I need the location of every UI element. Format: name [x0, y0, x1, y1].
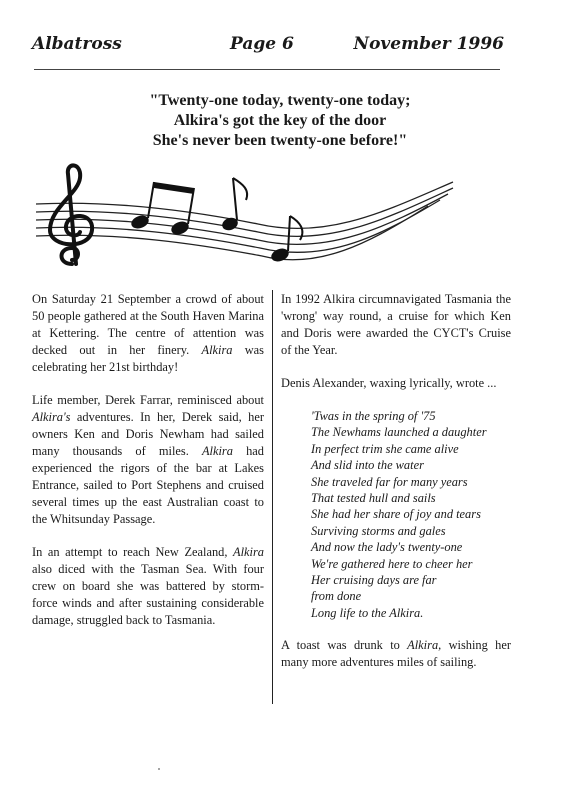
text-run: Life member, Derek Farrar, reminisced about	[32, 393, 264, 407]
text-run: had experienced the rigors of the bar at Lakes Entrance, sailed to Port Stephens and cruised several times up the east Australian coast to the Whitsunday Passage.	[32, 444, 264, 526]
header-rule	[34, 69, 500, 70]
poem-line: We're gathered here to cheer her	[311, 556, 473, 571]
poem-line: That tested hull and sails	[311, 491, 436, 506]
paragraph-toast	[281, 637, 511, 671]
music-staff-icon	[28, 160, 458, 280]
text-run: A toast was drunk to	[281, 638, 408, 653]
boat-name: Alkira's	[32, 410, 71, 424]
poem-line: She traveled far for many years	[311, 474, 468, 489]
heading-line-1: "Twenty-one today, twenty-one today;	[149, 92, 411, 109]
paragraph-circumnavigated: In 1992 Alkira circumnavigated Tasmania the 'wrong' way round, a cruise for which Ken and Doris were awarded the CYCT's Cruise of the Year.	[281, 292, 511, 357]
heading-line-2: Alkira's got the key of the door	[173, 112, 387, 129]
poem-line: In perfect trim she came alive	[311, 441, 459, 456]
text-run: wishing her many more adventures miles of sailing.	[281, 638, 511, 670]
poem-line: The Newhams launched a daughter	[311, 425, 487, 440]
newsletter-title: Albatross	[32, 34, 122, 54]
paragraph-denis: Denis Alexander, waxing lyrically, wrote ...	[281, 376, 497, 390]
poem-line: And slid into the water	[311, 458, 424, 473]
article-heading	[90, 91, 470, 151]
right-column	[281, 291, 511, 687]
text-run: also diced with the Tasman Sea. With four crew on board she was battered by storm-force winds and after sustaining considerable damage, struggled back to Tasmania.	[32, 562, 264, 627]
left-column	[32, 291, 264, 645]
paragraph-birthday	[32, 291, 264, 376]
treble-clef-icon	[50, 165, 92, 264]
boat-name: Alkira	[201, 343, 233, 357]
paragraph-reminisced	[32, 392, 264, 528]
poem-line: 'Twas in the spring of '75	[311, 409, 436, 423]
boat-name: Alkira	[233, 545, 264, 559]
text-run: adventures. In her, Derek said, her owners Ken and Doris Newham had sailed many thousands of miles.	[32, 410, 264, 458]
poem-line: Surviving storms and gales	[311, 523, 446, 538]
boat-name: Alkira,	[407, 638, 442, 653]
poem-line: Her cruising days are far from done	[311, 573, 437, 604]
poem-line: Long life to the Alkira.	[311, 605, 424, 620]
scan-speck	[158, 768, 160, 770]
poem-line: She had her share of joy and tears	[311, 507, 481, 522]
text-run: On Saturday 21 September a crowd of about 50 people gathered at the South Haven Marina at Kettering. The centre of attention was decked out in her finery.	[32, 292, 264, 357]
paragraph-new-zealand	[32, 544, 264, 629]
boat-name: Alkira	[201, 444, 233, 458]
column-divider	[272, 290, 273, 704]
text-run: In an attempt to reach New Zealand,	[32, 545, 234, 559]
poem-line: And now the lady's twenty-one	[311, 540, 463, 555]
page-header	[30, 32, 508, 60]
text-run: was celebrating her 21st birthday!	[32, 343, 265, 374]
page-number: Page 6	[230, 34, 294, 54]
heading-line-3: She's never been twenty-one before!"	[152, 132, 408, 149]
poem	[311, 408, 511, 621]
issue-date: November 1996	[353, 34, 504, 54]
